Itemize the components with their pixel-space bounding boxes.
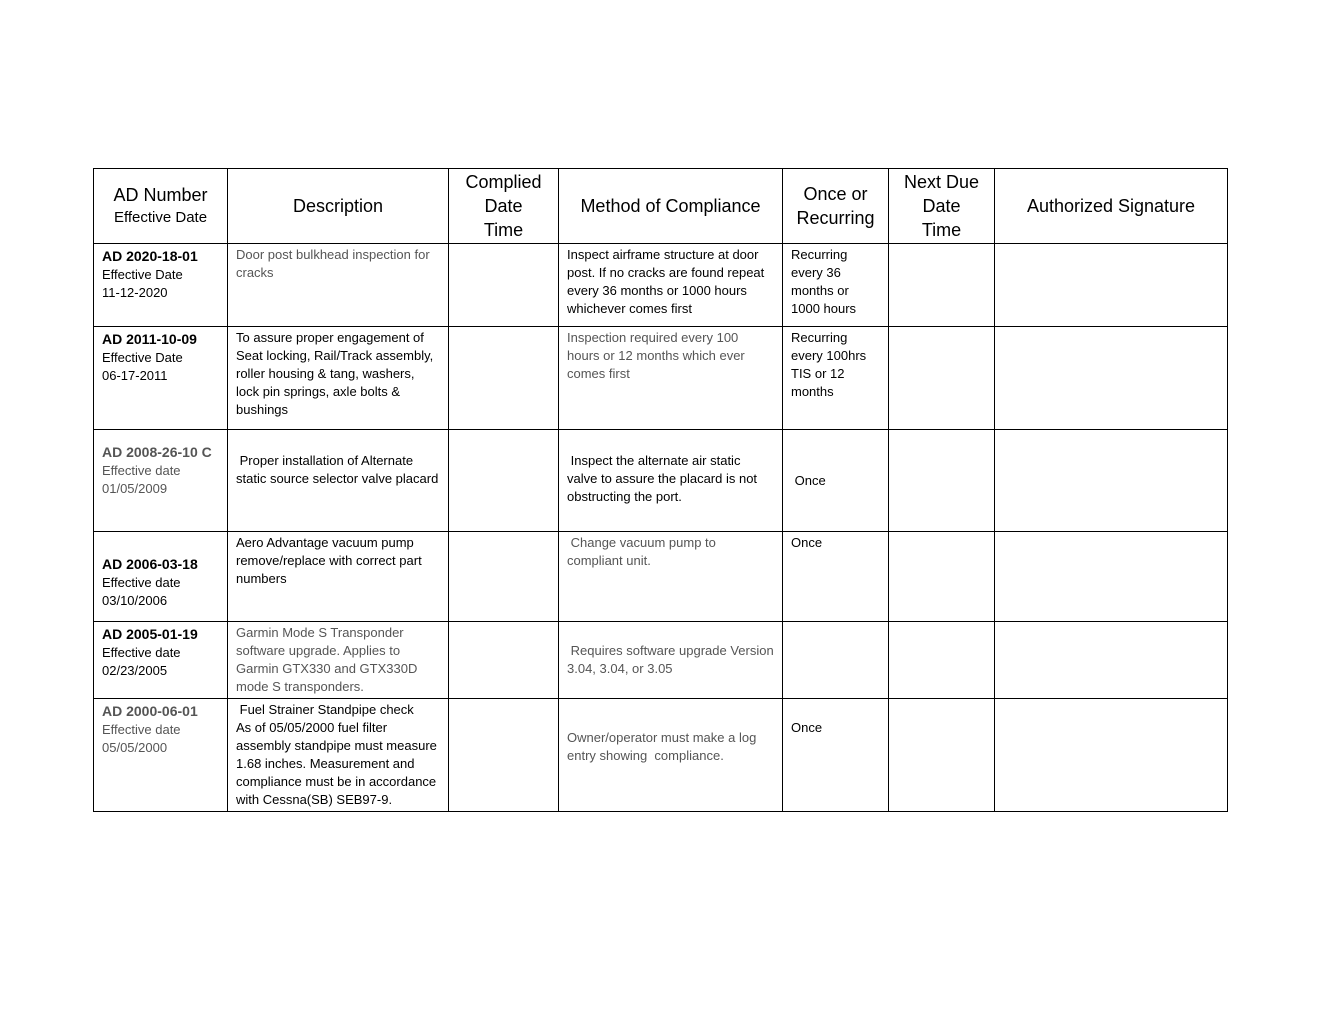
recurrence-cell: Once <box>783 532 889 622</box>
header-row <box>94 169 1228 244</box>
next-due-cell[interactable] <box>889 622 995 699</box>
recurrence-cell: Once <box>783 699 889 812</box>
header-complied: Complied Date Time <box>449 169 559 244</box>
description-cell: Garmin Mode S Transponder software upgrade. Applies to Garmin GTX330 and GTX330D mode S transponders. <box>228 622 449 699</box>
recurrence-cell <box>783 622 889 699</box>
description-cell: Door post bulkhead inspection for cracks <box>228 244 449 327</box>
table-row <box>94 327 1228 430</box>
description-cell: Proper installation of Alternate static source selector valve placard <box>228 430 449 532</box>
complied-cell[interactable] <box>449 532 559 622</box>
header-description: Description <box>228 169 449 244</box>
next-due-cell[interactable] <box>889 532 995 622</box>
complied-cell[interactable] <box>449 622 559 699</box>
description-cell: To assure proper engagement of Seat locking, Rail/Track assembly, roller housing & tang, washers, lock pin springs, axle bolts & bushings <box>228 327 449 430</box>
recurrence-cell: Recurring every 36 months or 1000 hours <box>783 244 889 327</box>
next-due-cell[interactable] <box>889 327 995 430</box>
complied-cell[interactable] <box>449 699 559 812</box>
description-cell: Fuel Strainer Standpipe check As of 05/05/2000 fuel filter assembly standpipe must measure 1.68 inches. Measurement and compliance must be in accordance with Cessna(SB) SEB97-9. <box>228 699 449 812</box>
header-next-due: Next Due Date Time <box>889 169 995 244</box>
ad-compliance-table <box>93 168 1228 812</box>
complied-cell[interactable] <box>449 430 559 532</box>
ad-cell: AD 2005-01-19 Effective date 02/23/2005 <box>94 622 228 699</box>
next-due-cell[interactable] <box>889 430 995 532</box>
ad-cell: AD 2006-03-18 Effective date 03/10/2006 <box>94 532 228 622</box>
complied-cell[interactable] <box>449 244 559 327</box>
ad-cell: AD 2008-26-10 C Effective date 01/05/2009 <box>94 430 228 532</box>
signature-cell[interactable] <box>995 699 1228 812</box>
description-cell: Aero Advantage vacuum pump remove/replace with correct part numbers <box>228 532 449 622</box>
table-row <box>94 699 1228 812</box>
signature-cell[interactable] <box>995 532 1228 622</box>
table-row <box>94 430 1228 532</box>
recurrence-cell: Recurring every 100hrs TIS or 12 months <box>783 327 889 430</box>
next-due-cell[interactable] <box>889 244 995 327</box>
method-cell: Change vacuum pump to compliant unit. <box>559 532 783 622</box>
method-cell: Inspection required every 100 hours or 12 months which ever comes first <box>559 327 783 430</box>
table-row <box>94 244 1228 327</box>
ad-cell: AD 2020-18-01 Effective Date 11-12-2020 <box>94 244 228 327</box>
header-ad-number: AD Number Effective Date <box>94 169 228 244</box>
table-row <box>94 622 1228 699</box>
next-due-cell[interactable] <box>889 699 995 812</box>
complied-cell[interactable] <box>449 327 559 430</box>
method-cell: Requires software upgrade Version 3.04, 3.04, or 3.05 <box>559 622 783 699</box>
ad-cell: AD 2011-10-09 Effective Date 06-17-2011 <box>94 327 228 430</box>
method-cell: Inspect airframe structure at door post. If no cracks are found repeat every 36 months or 1000 hours whichever comes first <box>559 244 783 327</box>
header-method: Method of Compliance <box>559 169 783 244</box>
ad-cell: AD 2000-06-01 Effective date 05/05/2000 <box>94 699 228 812</box>
signature-cell[interactable] <box>995 622 1228 699</box>
signature-cell[interactable] <box>995 327 1228 430</box>
header-once-recurring: Once or Recurring <box>783 169 889 244</box>
signature-cell[interactable] <box>995 430 1228 532</box>
method-cell: Owner/operator must make a log entry showing compliance. <box>559 699 783 812</box>
recurrence-cell: Once <box>783 430 889 532</box>
table-row <box>94 532 1228 622</box>
header-signature: Authorized Signature <box>995 169 1228 244</box>
signature-cell[interactable] <box>995 244 1228 327</box>
method-cell: Inspect the alternate air static valve to assure the placard is not obstructing the port. <box>559 430 783 532</box>
